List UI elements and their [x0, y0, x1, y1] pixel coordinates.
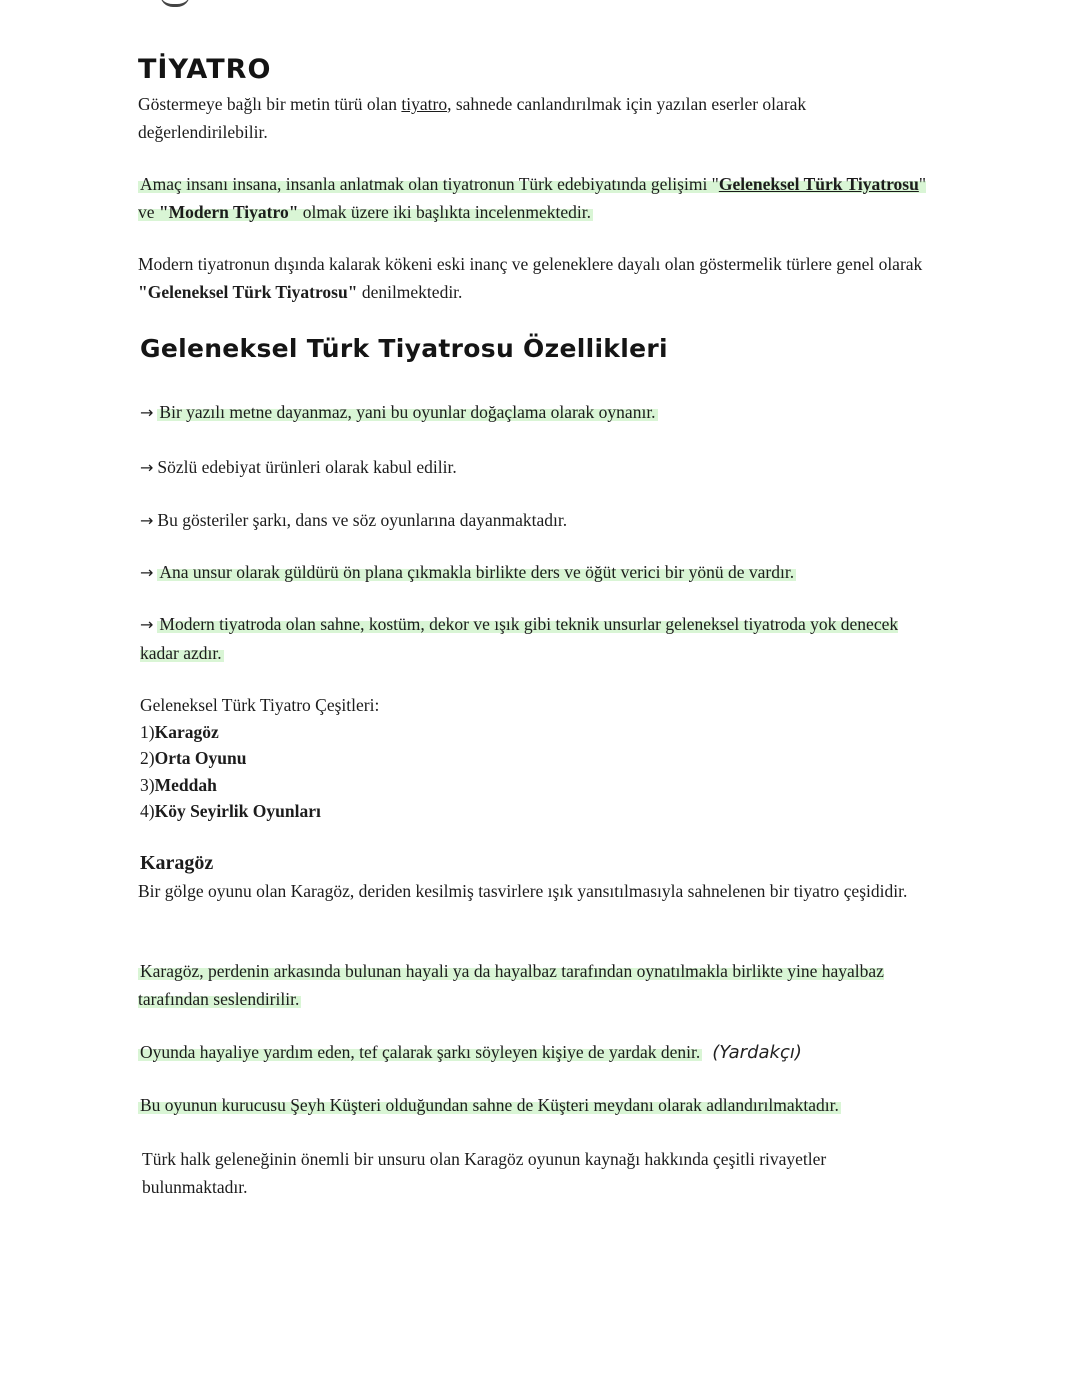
- feature-text: Ana unsur olarak güldürü ön plana çıkmakla birlikte ders ve öğüt verici bir yönü de vardır.: [159, 562, 795, 582]
- karagoz-paragraph-1: Bir gölge oyunu olan Karagöz, deriden kesilmiş tasvirlere ışık yansıtılmasıyla sahnelenen bir tiyatro çeşididir.: [138, 881, 908, 901]
- page-title: TİYATRO: [138, 54, 272, 85]
- list-item-number: 1): [140, 721, 155, 742]
- list-item-name: Köy Seyirlik Oyunları: [154, 801, 321, 821]
- feature-text: Bu gösteriler şarkı, dans ve söz oyunlarına dayanmaktadır.: [157, 510, 568, 530]
- list-item-name: Orta Oyunu: [154, 748, 247, 768]
- list-item-number: 2): [140, 748, 155, 768]
- feature-item: [140, 398, 920, 427]
- types-label: Geleneksel Türk Tiyatro Çeşitleri:: [140, 695, 380, 715]
- feature-item: [140, 610, 920, 667]
- definition-term: "Geleneksel Türk Tiyatrosu": [138, 282, 358, 302]
- intro-pre: Göstermeye bağlı bir metin türü olan: [138, 94, 402, 114]
- karagoz-text-2: Karagöz, perdenin arkasında bulunan hayali ya da hayalbaz tarafından oynatılmakla birlikte yine hayalbaz tarafından seslendirilir.: [138, 961, 884, 1009]
- arrow-icon: →: [140, 615, 154, 634]
- feature-text: Sözlü edebiyat ürünleri olarak kabul edilir.: [157, 457, 457, 477]
- evolution-pre: Amaç insanı insana, insanla anlatmak olan tiyatronun Türk edebiyatında gelişimi ": [140, 174, 719, 194]
- karagoz-paragraph-2: [138, 957, 928, 1013]
- feature-item: [140, 453, 920, 482]
- arrow-icon: →: [140, 563, 154, 582]
- scan-mark: [160, 0, 190, 7]
- evolution-term2: "Modern Tiyatro": [158, 202, 299, 222]
- feature-text: Modern tiyatroda olan sahne, kostüm, dekor ve ışık gibi teknik unsurlar geleneksel tiyatroda yok denecek kadar azdır.: [140, 614, 899, 663]
- karagoz-paragraph-5: Türk halk geleneğinin önemli bir unsuru olan Karagöz oyunun kaynağı hakkında çeşitli rivayetler bulunmaktadır.: [142, 1149, 827, 1197]
- feature-item: [140, 558, 920, 587]
- arrow-icon: →: [140, 458, 154, 477]
- karagoz-heading: Karagöz: [140, 852, 214, 874]
- evolution-term1: Geleneksel Türk Tiyatrosu: [718, 174, 919, 194]
- evolution-post: olmak üzere iki başlıkta incelenmektedir.: [298, 202, 591, 222]
- karagoz-paragraph-3: [138, 1038, 928, 1067]
- types-list: [140, 692, 379, 825]
- intro-post: , sahnede canlandırılmak için yazılan eserler olarak değerlendirilebilir.: [138, 94, 807, 142]
- evolution-paragraph: [138, 170, 928, 226]
- definition-pre: Modern tiyatronun dışında kalarak kökeni eski inanç ve geleneklere dayalı olan göstermelik türlere genel olarak: [138, 254, 923, 274]
- intro-paragraph: [138, 90, 928, 146]
- definition-post: denilmektedir.: [357, 282, 463, 302]
- handwritten-note: (Yardakçı): [712, 1042, 802, 1063]
- list-item: [140, 719, 379, 746]
- list-item-name: Meddah: [154, 774, 217, 795]
- definition-paragraph: [138, 250, 928, 306]
- karagoz-text-4: Bu oyunun kurucusu Şeyh Küşteri olduğundan sahne de Küşteri meydanı olarak adlandırılmaktadır.: [140, 1095, 839, 1115]
- list-item-number: 3): [140, 774, 155, 795]
- feature-item: [140, 506, 920, 535]
- feature-text: Bir yazılı metne dayanmaz, yani bu oyunlar doğaçlama olarak oynanır.: [159, 402, 656, 422]
- list-item: [140, 772, 379, 799]
- evolution-text: [138, 174, 926, 222]
- karagoz-paragraph-4: [138, 1091, 928, 1119]
- arrow-icon: →: [140, 403, 154, 422]
- list-item-number: 4): [140, 801, 155, 821]
- evolution-mid: " ve: [138, 174, 926, 222]
- list-item: [140, 798, 379, 825]
- karagoz-text-3: Oyunda hayaliye yardım eden, tef çalarak şarkı söyleyen kişiye de yardak denir.: [140, 1042, 701, 1062]
- arrow-icon: →: [140, 511, 154, 530]
- list-item: [140, 745, 379, 772]
- intro-term: tiyatro: [401, 94, 448, 114]
- list-item-name: Karagöz: [154, 721, 219, 742]
- features-heading: Geleneksel Türk Tiyatrosu Özellikleri: [140, 334, 668, 363]
